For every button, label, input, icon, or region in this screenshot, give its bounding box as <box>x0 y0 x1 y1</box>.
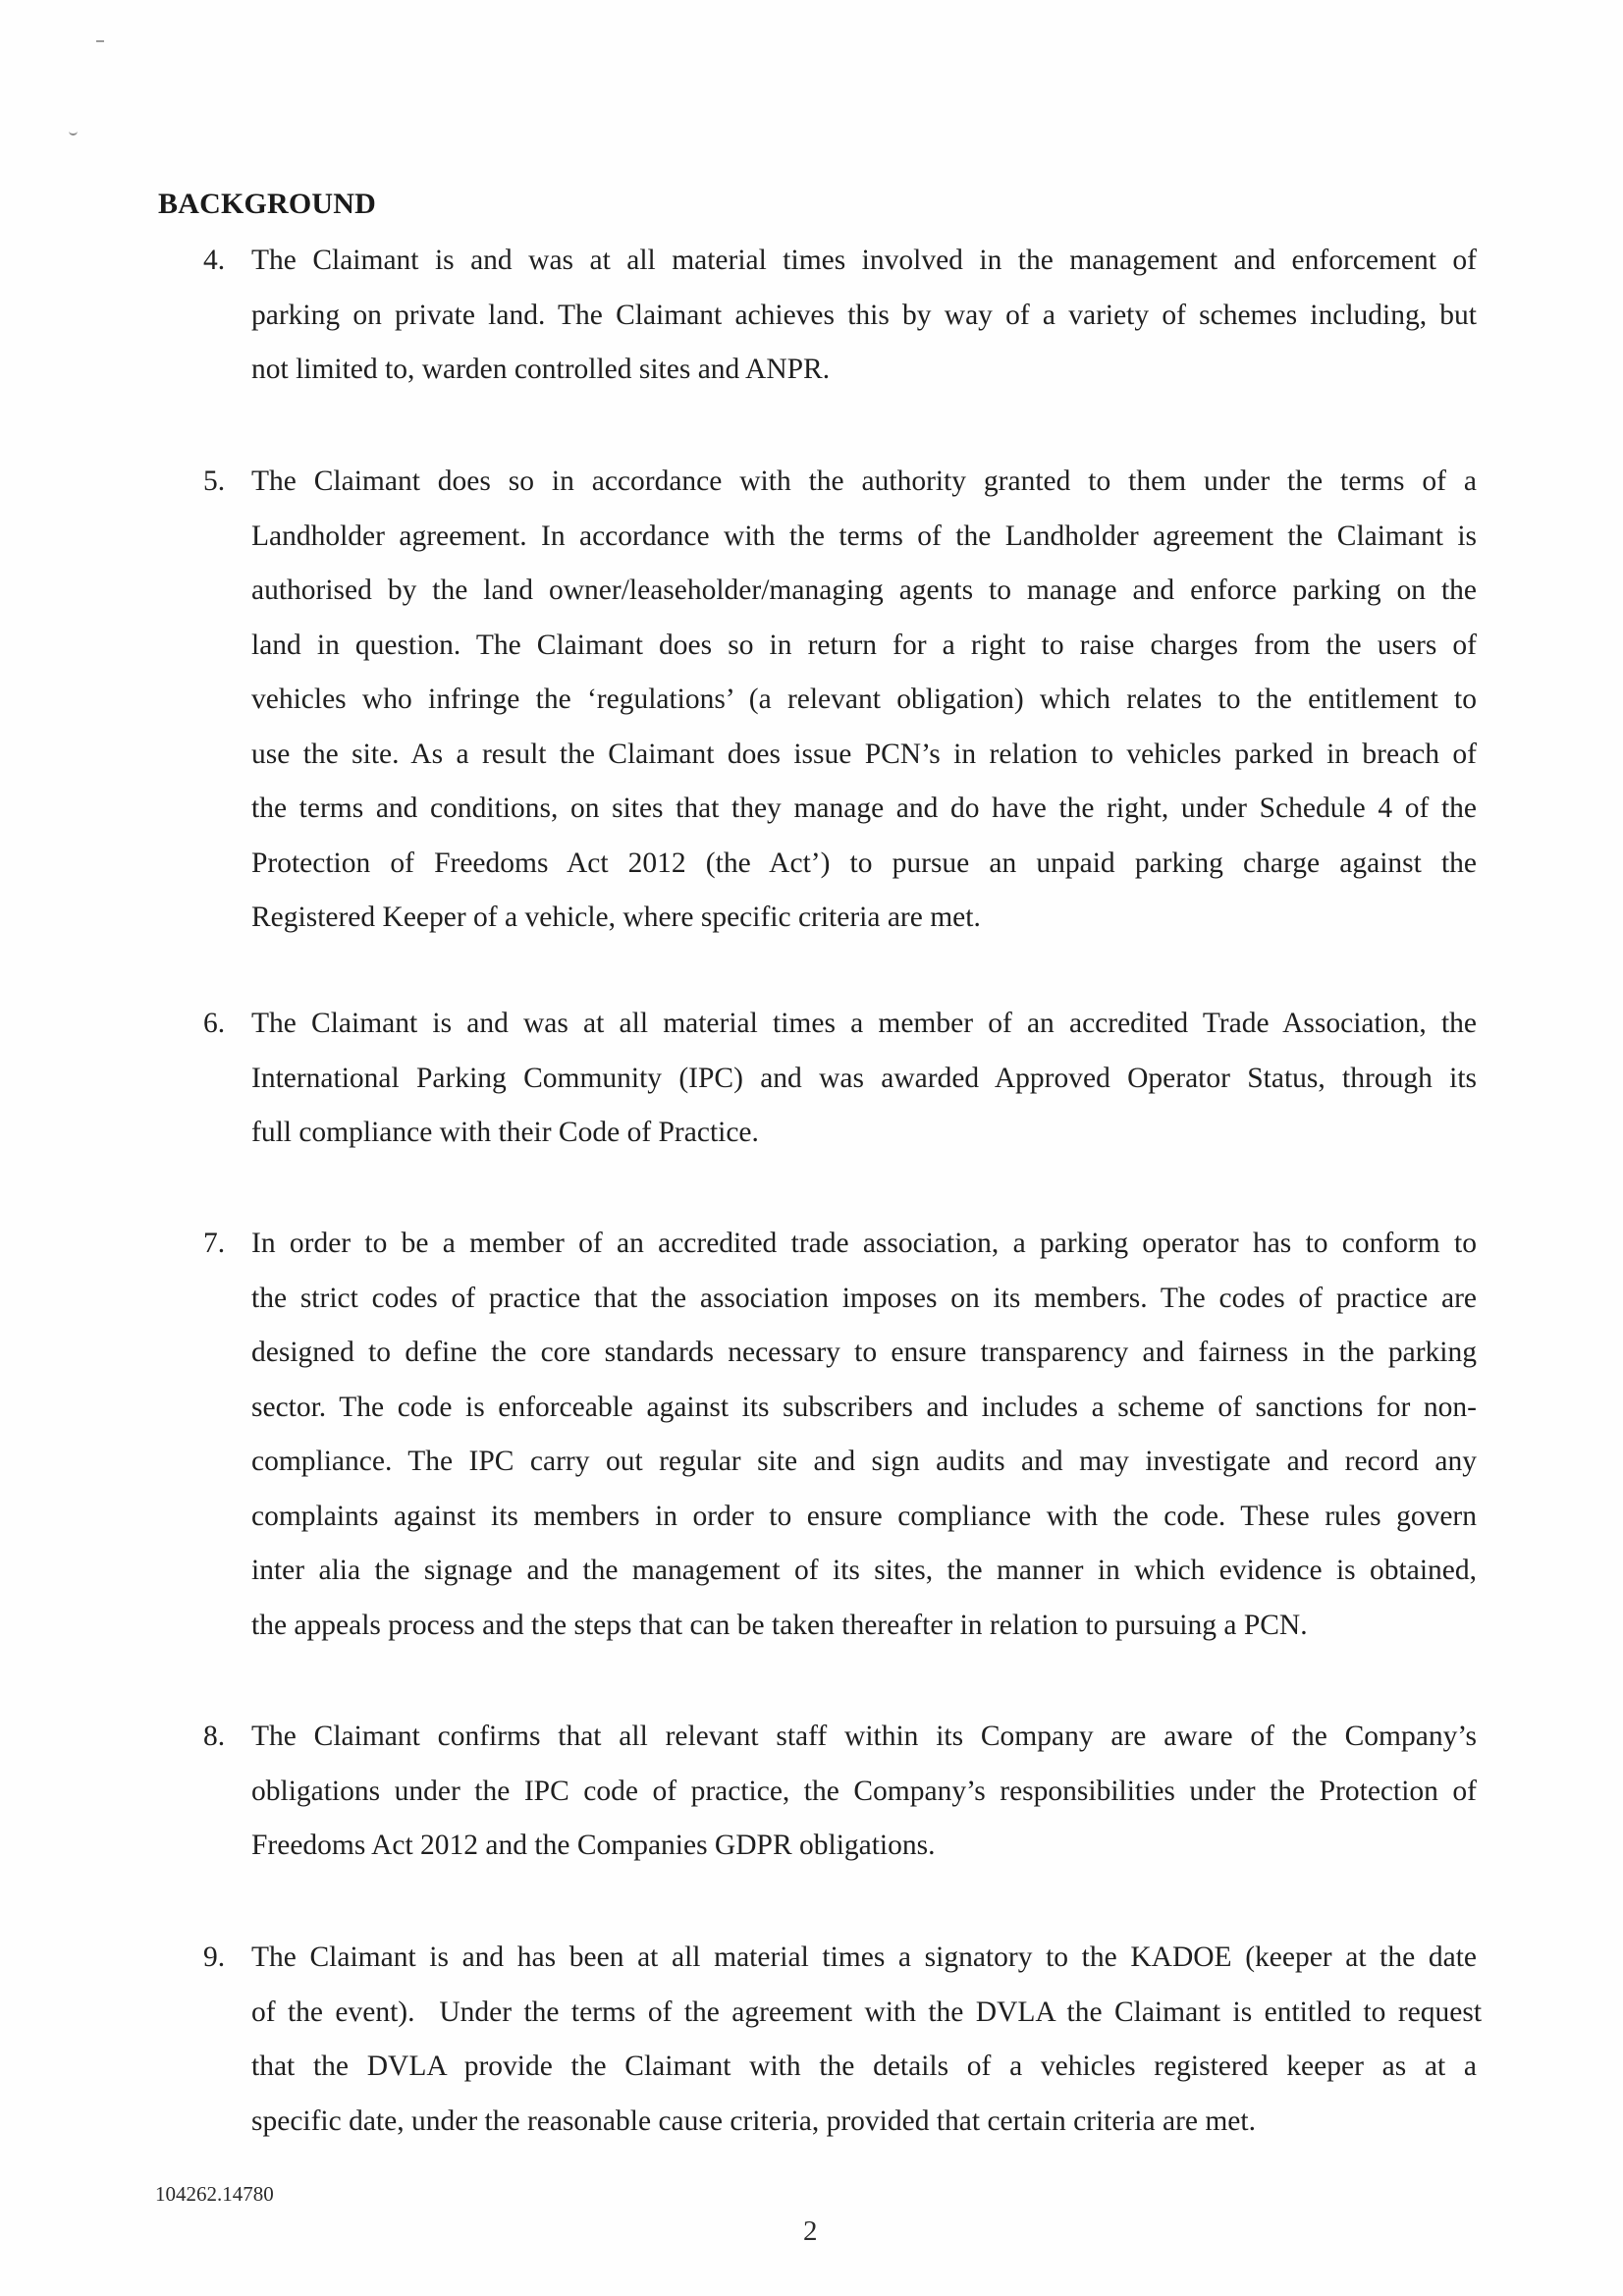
paragraph-line: complaints against its members in order to ensure compliance with the code. These rules govern <box>251 1500 1477 1532</box>
paragraph-line: obligations under the IPC code of practice, the Company’s responsibilities under the Protection of <box>251 1775 1477 1807</box>
paragraph-line: authorised by the land owner/leaseholder/managing agents to manage and enforce parking on the <box>251 574 1477 606</box>
paragraph-line: Freedoms Act 2012 and the Companies GDPR obligations. <box>251 1830 936 1861</box>
paragraph-line: The Claimant is and was at all material times a member of an accredited Trade Association, the <box>251 1008 1477 1039</box>
paragraph-number: 9. <box>203 1941 226 1973</box>
paragraph-line: The Claimant is and was at all material times involved in the management and enforcement of <box>251 245 1477 276</box>
paragraph-line: In order to be a member of an accredited trade association, a parking operator has to conform to <box>251 1228 1477 1259</box>
paragraph-number: 5. <box>203 465 226 497</box>
paragraph-line: specific date, under the reasonable cause criteria, provided that certain criteria are met. <box>251 2105 1256 2137</box>
document-reference: 104262.14780 <box>155 2182 274 2206</box>
paragraph-text <box>251 1217 1477 1653</box>
paragraph-line: The Claimant does so in accordance with the authority granted to them under the terms of a <box>251 465 1477 497</box>
paragraph-text <box>251 997 1477 1161</box>
paragraph-line: Landholder agreement. In accordance with the terms of the Landholder agreement the Claimant is <box>251 519 1477 552</box>
paragraph-line: International Parking Community (IPC) and was awarded Approved Operator Status, through its <box>251 1062 1477 1094</box>
paragraph-line: the appeals process and the steps that can be taken thereafter in relation to pursuing a PCN. <box>251 1609 1308 1641</box>
paragraph-number: 8. <box>203 1721 226 1752</box>
paragraph-text <box>251 1710 1477 1874</box>
paragraph-line: inter alia the signage and the management of its sites, the manner in which evidence is obtained, <box>251 1555 1477 1586</box>
paragraph-number: 6. <box>203 1008 226 1039</box>
paragraph-text <box>251 234 1477 398</box>
page-number: 2 <box>803 2215 818 2247</box>
paragraph-line: not limited to, warden controlled sites and ANPR. <box>251 354 831 385</box>
paragraph-text <box>251 455 1477 946</box>
paragraph-line: land in question. The Claimant does so in return for a right to raise charges from the users of <box>251 629 1477 661</box>
paragraph-line: use the site. As a result the Claimant does issue PCN’s in relation to vehicles parked in breach of <box>251 738 1477 770</box>
paragraph-line: full compliance with their Code of Practice. <box>251 1117 759 1148</box>
paragraph-number: 4. <box>203 245 226 276</box>
scan-artifact-mark <box>69 128 78 136</box>
paragraph-line: the strict codes of practice that the association imposes on its members. The codes of practice are <box>251 1282 1477 1314</box>
paragraph-line: The Claimant confirms that all relevant staff within its Company are aware of the Company’s <box>251 1721 1477 1752</box>
paragraph-line: that the DVLA provide the Claimant with the details of a vehicles registered keeper as at a <box>251 2050 1477 2082</box>
paragraph-line: of the event). Under the terms of the agreement with the DVLA the Claimant is entitled to request <box>251 1995 1483 2028</box>
paragraph-line: Protection of Freedoms Act 2012 (the Act’) to pursue an unpaid parking charge against the <box>251 847 1477 879</box>
paragraph-line: compliance. The IPC carry out regular site and sign audits and may investigate and record any <box>251 1446 1477 1477</box>
paragraph-line: parking on private land. The Claimant achieves this by way of a variety of schemes including, but <box>251 299 1477 331</box>
paragraph-line: sector. The code is enforceable against its subscribers and includes a scheme of sanctions for non- <box>251 1391 1477 1423</box>
paragraph-number: 7. <box>203 1228 226 1259</box>
paragraph-line: The Claimant is and has been at all material times a signatory to the KADOE (keeper at the date <box>251 1941 1477 1973</box>
section-heading: BACKGROUND <box>158 188 377 220</box>
scan-artifact-mark <box>96 40 104 42</box>
paragraph-line: the terms and conditions, on sites that they manage and do have the right, under Schedule 4 of the <box>251 793 1477 824</box>
paragraph-text <box>251 1931 1483 2149</box>
paragraph-line: vehicles who infringe the ‘regulations’ (a relevant obligation) which relates to the entitlement to <box>251 683 1477 715</box>
paragraph-line: Registered Keeper of a vehicle, where specific criteria are met. <box>251 902 981 933</box>
paragraph-line: designed to define the core standards necessary to ensure transparency and fairness in the parking <box>251 1337 1477 1368</box>
